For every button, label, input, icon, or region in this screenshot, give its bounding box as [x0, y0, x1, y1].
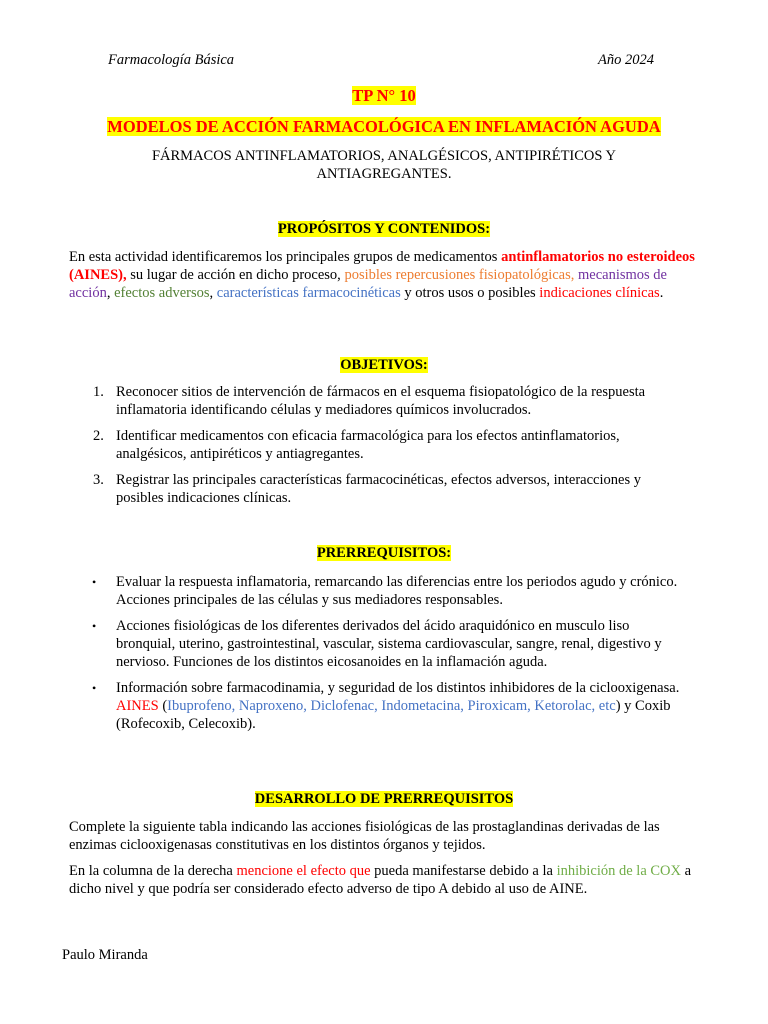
item-number: 2. — [93, 428, 104, 444]
main-title: MODELOS DE ACCIÓN FARMACOLÓGICA EN INFLAMACIÓN AGUDA — [107, 117, 661, 136]
item-text: Reconocer sitios de intervención de fármacos en el esquema fisiopatológico de la respuesta inflamatoria identificando células y mediadores químicos involucrados. — [116, 384, 646, 418]
list-item — [69, 383, 689, 419]
repercusiones-term: posibles repercusiones fisiopatológicas, — [344, 267, 575, 283]
item-text: Registrar las principales características farmacocinéticas, efectos adversos, interacciones y posibles indicaciones clínicas. — [116, 472, 641, 506]
desarrollo-paragraph-1: Complete la siguiente tabla indicando las acciones fisiológicas de las prostaglandinas derivadas de las enzimas ciclooxigenasas constitutivas en los distintos órganos y tejidos. — [69, 819, 660, 853]
text: En esta actividad identificaremos los principales grupos de medicamentos — [69, 249, 502, 265]
desarrollo-title-wrapper — [0, 790, 768, 808]
bullet-icon: • — [92, 619, 97, 633]
header-course: Farmacología Básica — [108, 52, 235, 68]
bullet-icon: • — [92, 575, 97, 589]
text: Información sobre farmacodinamia, y seguridad de los distintos inhibidores de la ciclooxigenasa. — [116, 680, 680, 696]
list-item — [69, 573, 689, 609]
main-title-wrapper — [0, 118, 768, 137]
item-text: Evaluar la respuesta inflamatoria, remarcando las diferencias entre los periodos agudo y crónico. Acciones principales de las células y sus mediadores responsables. — [116, 574, 678, 608]
list-item — [69, 427, 689, 463]
cox-term: inhibición de la COX — [556, 863, 682, 879]
text: ) y Coxib (Rofecoxib, Celecoxib). — [116, 698, 671, 732]
propositos-paragraph — [69, 248, 699, 302]
desarrollo-title: DESARROLLO DE PRERREQUISITOS — [254, 791, 514, 807]
list-item — [69, 617, 689, 671]
item-number: 1. — [93, 384, 104, 400]
prerrequisitos-list — [69, 573, 689, 741]
footer-author: Paulo Miranda — [62, 947, 148, 963]
list-item — [69, 679, 689, 733]
objetivos-title: OBJETIVOS: — [340, 357, 428, 373]
indicaciones-term: indicaciones clínicas — [539, 285, 660, 301]
item-text: Identificar medicamentos con eficacia farmacológica para los efectos antinflamatorios, analgésicos, antipiréticos y antiagregantes. — [116, 428, 620, 462]
tp-number: TP N° 10 — [352, 86, 416, 105]
text: y otros usos o posibles — [400, 285, 540, 301]
propositos-title-wrapper — [0, 220, 768, 238]
drug-list: Ibuprofeno, Naproxeno, Diclofenac, Indometacina, Piroxicam, Ketorolac, etc — [167, 698, 616, 714]
bullet-icon: • — [92, 681, 97, 695]
desarrollo-paragraph-2 — [69, 862, 699, 898]
mecanismos-term: mecanismos de acción — [69, 267, 667, 301]
tp-number-wrapper — [0, 87, 768, 106]
efectos-adversos-term: efectos adversos — [114, 285, 210, 301]
prerrequisitos-title: PRERREQUISITOS: — [316, 545, 452, 561]
list-item — [69, 471, 689, 507]
propositos-title: PROPÓSITOS Y CONTENIDOS: — [277, 221, 491, 237]
prerrequisitos-title-wrapper — [0, 544, 768, 562]
text: su lugar de acción en dicho proceso, — [126, 267, 345, 283]
farmacocineticas-term: características farmacocinéticas — [216, 285, 401, 301]
text: pueda manifestarse debido a la — [370, 863, 557, 879]
text: a dicho nivel y que podría ser considerado efecto adverso de tipo A debido al uso de AINE. — [69, 863, 692, 897]
text: . — [659, 285, 664, 301]
header-year: Año 2024 — [598, 52, 654, 68]
text: , — [106, 285, 115, 301]
aines-term: antinflamatorios no esteroideos (AINES), — [69, 249, 695, 283]
efecto-term: mencione el efecto que — [236, 863, 371, 879]
subtitle: FÁRMACOS ANTINFLAMATORIOS, ANALGÉSICOS, ANTIPIRÉTICOS Y ANTIAGREGANTES. — [151, 148, 617, 182]
item-text: Acciones fisiológicas de los diferentes derivados del ácido araquidónico en musculo liso bronquial, uterino, gastrointestinal, vascular, sistema cardiovascular, sangre, renal, digestivo y nervioso. Funciones de los distintos eicosanoides en la inflamación aguda. — [116, 618, 662, 670]
item-number: 3. — [93, 472, 104, 488]
objetivos-title-wrapper — [0, 356, 768, 374]
objetivos-list — [69, 383, 689, 515]
aines-term: AINES — [116, 698, 159, 714]
text: En la columna de la derecha — [69, 863, 237, 879]
text: ( — [158, 698, 168, 714]
text: , — [209, 285, 217, 301]
